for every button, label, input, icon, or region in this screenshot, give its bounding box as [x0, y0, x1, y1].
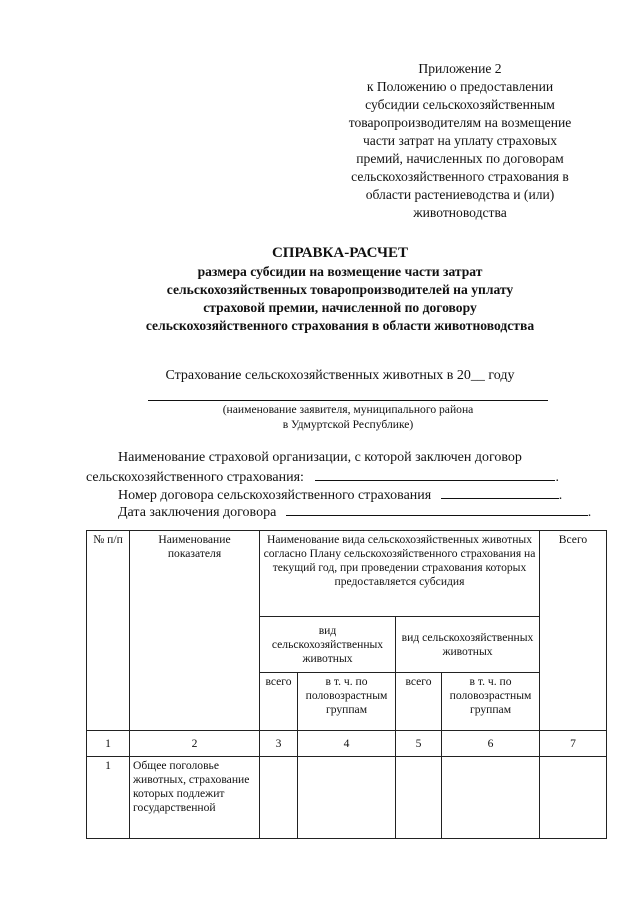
cell-total-2[interactable]	[396, 757, 442, 839]
appendix-line: субсидии сельскохозяйственным	[365, 97, 555, 112]
appendix-header	[340, 60, 580, 222]
insurer-label-line2-row: сельскохозяйственного страхования: .	[86, 466, 559, 487]
col-number: 7	[540, 731, 607, 757]
contract-number-row: Номер договора сельскохозяйственного страхования .	[118, 484, 562, 505]
contract-date-row: Дата заключения договора .	[118, 501, 591, 522]
header-indicator: Наименование показателя	[130, 531, 260, 731]
appendix-line: части затрат на уплату страховых	[362, 133, 558, 148]
col-number: 3	[260, 731, 298, 757]
header-all-2: всего	[396, 673, 442, 731]
applicant-note-line: в Удмуртской Республике)	[282, 418, 414, 431]
row-indicator: Общее поголовье животных, страхование которых подлежит государственной	[130, 757, 260, 839]
document-title	[60, 244, 620, 335]
cell-total-1[interactable]	[260, 757, 298, 839]
applicant-note-line: (наименование заявителя, муниципального района	[222, 403, 474, 416]
col-number: 4	[298, 731, 396, 757]
contract-date-input[interactable]	[286, 501, 588, 516]
insurance-year-subtitle: Страхование сельскохозяйственных животных в 20__ году	[165, 368, 515, 383]
header-total: Всего	[540, 531, 607, 731]
col-number: 1	[87, 731, 130, 757]
cell-age-groups-1[interactable]	[298, 757, 396, 839]
header-all-1: всего	[260, 673, 298, 731]
contract-number-input[interactable]	[441, 484, 559, 499]
title-line: сельскохозяйственных товаропроизводителей на уплату	[166, 282, 514, 297]
applicant-note	[150, 402, 546, 432]
contract-date-label: Дата заключения договора	[118, 505, 277, 520]
applicant-input-line[interactable]	[148, 400, 548, 401]
appendix-line: товаропроизводителям на возмещение	[348, 115, 572, 130]
header-age-groups-1: в т. ч. по половозрастным группам	[298, 673, 396, 731]
title-line: размера субсидии на возмещение части затрат	[197, 264, 483, 279]
title-line: сельскохозяйственного страхования в области животноводства	[145, 318, 535, 333]
appendix-line: области растениеводства и (или)	[365, 187, 555, 202]
title-line: страховой премии, начисленной по договору	[203, 300, 477, 315]
header-kind-1: вид сельскохозяйственных животных	[260, 617, 396, 673]
appendix-line: премий, начисленных по договорам	[356, 151, 564, 166]
appendix-line: сельскохозяйственного страхования в	[351, 169, 569, 184]
contract-number-label: Номер договора сельскохозяйственного страхования	[118, 488, 432, 503]
appendix-line: животноводства	[413, 205, 507, 220]
col-number: 6	[442, 731, 540, 757]
title-main: СПРАВКА-РАСЧЕТ	[271, 245, 409, 261]
insurer-label-line2: сельскохозяйственного страхования:	[86, 470, 304, 485]
cell-age-groups-2[interactable]	[442, 757, 540, 839]
appendix-line: к Положению о предоставлении	[366, 79, 554, 94]
col-number: 2	[130, 731, 260, 757]
appendix-line: Приложение 2	[418, 61, 502, 76]
header-animal-type: Наименование вида сельскохозяйственных животных согласно Плану сельскохозяйственного страхования на текущий год, при проведении страхования которых предоставляется субсидия	[260, 531, 540, 617]
row-num: 1	[87, 757, 130, 839]
insurer-name-input[interactable]	[315, 466, 555, 481]
table-row	[87, 757, 607, 839]
insurer-label-line1: Наименование страховой организации, с которой заключен договор	[118, 450, 522, 465]
header-age-groups-2: в т. ч. по половозрастным группам	[442, 673, 540, 731]
calculation-table	[86, 530, 607, 839]
header-num: № п/п	[87, 531, 130, 731]
col-number: 5	[396, 731, 442, 757]
header-kind-2: вид сельскохозяйственных животных	[396, 617, 540, 673]
cell-grand-total[interactable]	[540, 757, 607, 839]
